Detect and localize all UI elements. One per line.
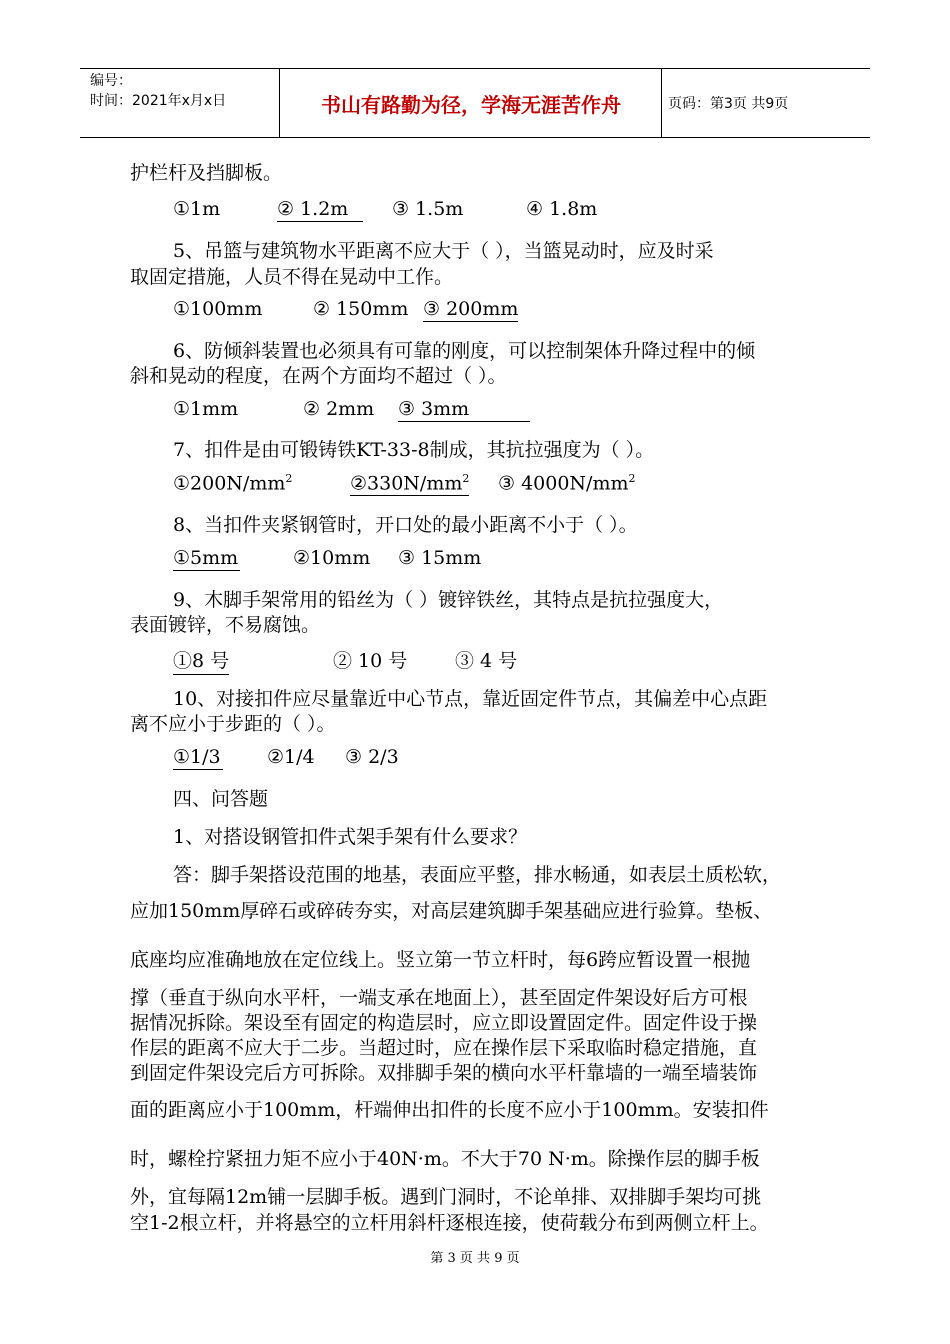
option-answer: ③ 200mm (423, 298, 519, 320)
option: ② 150mm (313, 298, 409, 320)
text-line: 护栏杆及挡脚板。 (130, 162, 283, 184)
time-label: 时间：2021年x月x日 (90, 93, 227, 109)
answer-line: 空1-2根立杆，并将悬空的立杆用斜杆逐根连接，使荷载分布到两侧立杆上。 (130, 1212, 769, 1234)
question-heading: 1、对搭设钢管扣件式架手架有什么要求？ (173, 826, 528, 848)
header-motto: 书山有路勤为径，学海无涯苦作舟 (281, 69, 662, 137)
header-page-label: 页码：第3页 共9页 (668, 96, 789, 112)
answer-line: 作层的距离不应大于二步。当超过时，应在操作层下采取临时稳定措施，直 (130, 1037, 758, 1059)
question-8: 8、当扣件夹紧钢管时，开口处的最小距离不小于（ ）。 (173, 514, 638, 536)
answer-line: 答：脚手架搭设范围的地基，表面应平整，排水畅通，如表层土质松软， (173, 864, 782, 886)
code-label: 编号： (90, 73, 132, 89)
option: ③ 1.5m (392, 198, 464, 220)
option-answer: ③ 3mm (398, 398, 530, 422)
page-header (80, 68, 870, 138)
answer-line: 到固定件架设完后方可拆除。双排脚手架的横向水平杆靠墙的一端至墙装饰 (130, 1062, 758, 1084)
answer-line: 据情况拆除。架设至有固定的构造层时，应立即设置固定件。固定件设于操 (130, 1012, 758, 1034)
option: ③ 4 号 (455, 650, 518, 672)
option: ③ 15mm (398, 547, 482, 569)
option: ①1mm (173, 398, 239, 420)
question-6: 6、防倾斜装置也必须具有可靠的刚度，可以控制架体升降过程中的倾 (173, 340, 756, 362)
answer-line: 外，宜每隔12m铺一层脚手板。遇到门洞时，不论单排、双排脚手架均可挑 (130, 1186, 762, 1208)
text-line: 取固定措施，人员不得在晃动中工作。 (130, 266, 454, 288)
option: ①100mm (173, 298, 263, 320)
question-5: 5、吊篮与建筑物水平距离不应大于（ ），当篮晃动时，应及时采 (173, 240, 714, 262)
option: ②1/4 (267, 746, 315, 768)
text-line: 表面镀锌，不易腐蚀。 (130, 614, 321, 636)
answer-line: 撑（垂直于纵向水平杆，一端支承在地面上），甚至固定件架设好后方可根 (130, 987, 748, 1009)
option-answer: ①1/3 (173, 746, 223, 770)
question-7: 7、扣件是由可锻铸铁KT-33-8制成，其抗拉强度为（ ）。 (173, 439, 655, 461)
option: ② 10 号 (333, 650, 408, 672)
section-heading: 四、问答题 (173, 788, 269, 810)
option-answer: ② 1.2m (277, 198, 363, 222)
option: ②10mm (293, 547, 371, 569)
page-footer: 第 3 页 共 9 页 (430, 1251, 520, 1266)
answer-line: 时，螺栓拧紧扭力矩不应小于40N·m。不大于70 N·m。除操作层的脚手板 (130, 1148, 760, 1170)
option-answer: $②330N/mm^2$ (350, 472, 470, 495)
header-meta (80, 69, 280, 137)
option-answer: ①8 号 (173, 646, 229, 675)
option: ①1m (173, 198, 221, 220)
option: $①200N/mm^2$ (173, 472, 293, 495)
option: ② 2mm (303, 398, 375, 420)
answer-line: 底座均应准确地放在定位线上。竖立第一节立杆时，每6跨应暂设置一根抛 (130, 949, 751, 971)
question-9: 9、木脚手架常用的铅丝为（ ）镀锌铁丝，其特点是抗拉强度大， (173, 589, 724, 611)
option: ④ 1.8m (526, 198, 598, 220)
question-10: 10、对接扣件应尽量靠近中心节点，靠近固定件节点，其偏差中心点距 (173, 688, 768, 710)
text-line: 斜和晃动的程度，在两个方面均不超过（ ）。 (130, 365, 507, 387)
answer-line: 面的距离应小于100mm，杆端伸出扣件的长度不应小于100mm。安装扣件 (130, 1099, 769, 1121)
option: ③ $4000N/mm^2$ (498, 472, 636, 495)
text-line: 离不应小于步距的（ ）。 (130, 713, 336, 735)
option-answer: ①5mm (173, 547, 239, 569)
answer-line: 应加150mm厚碎石或碎砖夯实，对高层建筑脚手架基础应进行验算。垫板、 (130, 900, 773, 922)
option: ③ 2/3 (345, 746, 399, 768)
